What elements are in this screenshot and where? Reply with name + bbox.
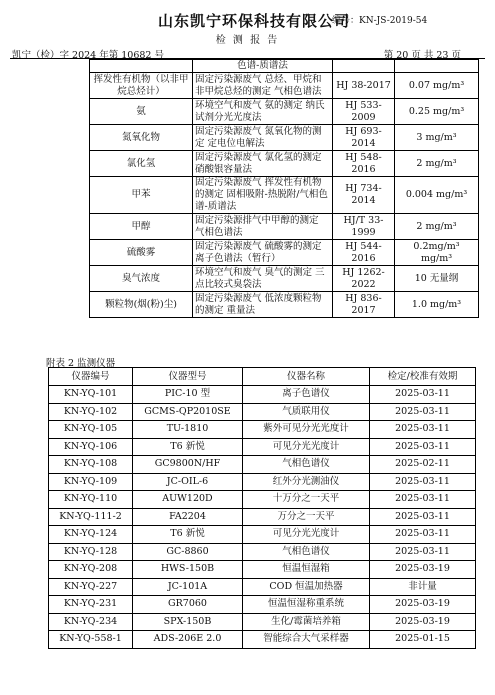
detection-limit-cell: 3 mg/m³ <box>395 125 479 151</box>
instrument-name-cell: 可见分光光度计 <box>243 438 370 456</box>
instrument-model-cell: GCMS-QP2010SE <box>133 403 243 421</box>
header-cell: 检定/校准有效期 <box>370 368 476 386</box>
header-cell: 仪器名称 <box>243 368 370 386</box>
analyte-cell: 氮氧化物 <box>90 125 193 151</box>
method-row <box>90 151 479 177</box>
instrument-row <box>49 491 476 509</box>
method-row <box>90 240 479 266</box>
instrument-id-cell: KN-YQ-128 <box>49 543 133 561</box>
instrument-id-cell: KN-YQ-110 <box>49 491 133 509</box>
standard-cell: HJ 544-2016 <box>333 240 395 266</box>
calibration-date-cell: 2025-01-15 <box>370 631 476 649</box>
instrument-name-cell: 气相色谱仪 <box>243 456 370 474</box>
instrument-row <box>49 421 476 439</box>
method-cell: 固定污染源废气 硫酸雾的测定 离子色谱法（暂行） <box>193 240 333 266</box>
calibration-date-cell: 2025-03-11 <box>370 508 476 526</box>
instrument-id-cell: KN-YQ-124 <box>49 526 133 544</box>
instrument-model-cell: JC-101A <box>133 578 243 596</box>
detection-limit-cell: 10 无量纲 <box>395 266 479 292</box>
instrument-model-cell: FA2204 <box>133 508 243 526</box>
instrument-name-cell: 紫外可见分光光度计 <box>243 421 370 439</box>
instrument-model-cell: HWS-150B <box>133 561 243 579</box>
instrument-row <box>49 403 476 421</box>
instrument-name-cell: 恒温恒湿箱 <box>243 561 370 579</box>
instrument-id-cell: KN-YQ-234 <box>49 613 133 631</box>
method-cell: 固定污染源废气 挥发性有机物的测定 固相吸附-热脱附/气相色谱-质谱法 <box>193 177 333 214</box>
standard-cell: HJ/T 33-1999 <box>333 214 395 240</box>
instrument-row <box>49 456 476 474</box>
instrument-name-cell: 气质联用仪 <box>243 403 370 421</box>
page-info: 第 20 页 共 23 页 <box>383 50 461 61</box>
calibration-date-cell: 2025-03-11 <box>370 491 476 509</box>
method-row <box>90 99 479 125</box>
method-cell: 固定污染源废气 低浓度颗粒物的测定 重量法 <box>193 292 333 318</box>
standard-cell: HJ 836-2017 <box>333 292 395 318</box>
instrument-id-cell: KN-YQ-109 <box>49 473 133 491</box>
instrument-id-cell: KN-YQ-102 <box>49 403 133 421</box>
detection-limit-cell: 0.2mg/m³ mg/m³ <box>395 240 479 266</box>
calibration-date-cell: 2025-03-11 <box>370 386 476 404</box>
instrument-row <box>49 438 476 456</box>
detection-limit-cell: 0.004 mg/m³ <box>395 177 479 214</box>
instrument-id-cell: KN-YQ-105 <box>49 421 133 439</box>
calibration-date-cell: 2025-03-11 <box>370 438 476 456</box>
methods-table <box>89 59 479 318</box>
detection-limit-cell: 2 mg/m³ <box>395 151 479 177</box>
method-row <box>90 266 479 292</box>
standard-cell: HJ 533-2009 <box>333 99 395 125</box>
instrument-table-body <box>49 368 476 649</box>
analyte-cell: 挥发性有机物（以非甲烷总烃计） <box>90 73 193 99</box>
instrument-model-cell: PIC-10 型 <box>133 386 243 404</box>
analyte-cell: 甲苯 <box>90 177 193 214</box>
instrument-model-cell: TU-1810 <box>133 421 243 439</box>
instrument-row <box>49 578 476 596</box>
standard-cell: HJ 1262-2022 <box>333 266 395 292</box>
detection-limit-cell: 0.25 mg/m³ <box>395 99 479 125</box>
instrument-model-cell: GC-8860 <box>133 543 243 561</box>
instrument-name-cell: 可见分光光度计 <box>243 526 370 544</box>
header-cell: 仪器型号 <box>133 368 243 386</box>
analyte-cell: 颗粒物(烟(粉)尘) <box>90 292 193 318</box>
calibration-date-cell: 2025-03-11 <box>370 473 476 491</box>
calibration-date-cell: 2025-03-19 <box>370 561 476 579</box>
calibration-date-cell: 2025-03-19 <box>370 613 476 631</box>
instrument-row <box>49 631 476 649</box>
analyte-cell: 氨 <box>90 99 193 125</box>
instrument-model-cell: T6 新悦 <box>133 526 243 544</box>
instrument-name-cell: 智能综合大气采样器 <box>243 631 370 649</box>
instrument-model-cell: SPX-150B <box>133 613 243 631</box>
document-number: 编号：KN-JS-2019-54 <box>332 16 428 26</box>
detection-limit-cell: 0.07 mg/m³ <box>395 73 479 99</box>
instrument-id-cell: KN-YQ-108 <box>49 456 133 474</box>
instrument-row <box>49 508 476 526</box>
instrument-name-cell: 万分之一天平 <box>243 508 370 526</box>
methods-table-body <box>90 60 479 318</box>
analyte-cell: 臭气浓度 <box>90 266 193 292</box>
instrument-row <box>49 613 476 631</box>
detection-limit-cell: 1.0 mg/m³ <box>395 292 479 318</box>
method-cell: 环境空气和废气 臭气的测定 三点比较式臭袋法 <box>193 266 333 292</box>
instrument-name-cell: 离子色谱仪 <box>243 386 370 404</box>
calibration-date-cell: 2025-03-11 <box>370 403 476 421</box>
instrument-id-cell: KN-YQ-106 <box>49 438 133 456</box>
analyte-cell: 甲醇 <box>90 214 193 240</box>
method-cell: 固定污染源排气中甲醇的测定 气相色谱法 <box>193 214 333 240</box>
instrument-model-cell: AUW120D <box>133 491 243 509</box>
instrument-id-cell: KN-YQ-231 <box>49 596 133 614</box>
analyte-cell: 硫酸雾 <box>90 240 193 266</box>
analyte-cell: 氯化氢 <box>90 151 193 177</box>
header-cell: 仪器编号 <box>49 368 133 386</box>
method-cell: 固定污染源废气 氮氧化物的测定 定电位电解法 <box>193 125 333 151</box>
method-row <box>90 125 479 151</box>
instrument-id-cell: KN-YQ-111-2 <box>49 508 133 526</box>
method-cell: 固定污染源废气 总烃、甲烷和非甲烷总烃的测定 气相色谱法 <box>193 73 333 99</box>
report-subtitle: 检 测 报 告 <box>215 35 280 46</box>
instrument-model-cell: ADS-206E 2.0 <box>133 631 243 649</box>
instrument-name-cell: 恒温恒湿称重系统 <box>243 596 370 614</box>
instrument-model-cell: GC9800N/HF <box>133 456 243 474</box>
method-row <box>90 177 479 214</box>
instrument-id-cell: KN-YQ-101 <box>49 386 133 404</box>
instrument-id-cell: KN-YQ-558-1 <box>49 631 133 649</box>
instrument-model-cell: T6 新悦 <box>133 438 243 456</box>
calibration-date-cell: 2025-03-11 <box>370 526 476 544</box>
continuation-text: 色谱-质谱法 <box>193 60 333 73</box>
instrument-row <box>49 386 476 404</box>
instrument-name-cell: 红外分光测油仪 <box>243 473 370 491</box>
instrument-row <box>49 543 476 561</box>
instrument-row <box>49 596 476 614</box>
calibration-date-cell: 非计量 <box>370 578 476 596</box>
method-cell: 环境空气和废气 氨的测定 纳氏试剂分光光度法 <box>193 99 333 125</box>
instrument-row <box>49 561 476 579</box>
instrument-table-header <box>49 368 476 386</box>
instrument-name-cell: 生化/霉菌培养箱 <box>243 613 370 631</box>
instrument-id-cell: KN-YQ-208 <box>49 561 133 579</box>
standard-cell: HJ 693-2014 <box>333 125 395 151</box>
instrument-name-cell: 气相色谱仪 <box>243 543 370 561</box>
standard-cell: HJ 38-2017 <box>333 73 395 99</box>
detection-limit-cell: 2 mg/m³ <box>395 214 479 240</box>
method-row <box>90 73 479 99</box>
continuation-row <box>90 60 479 73</box>
instrument-name-cell: COD 恒温加热器 <box>243 578 370 596</box>
company-name: 山东凯宁环保科技有限公司 <box>158 12 351 30</box>
method-row <box>90 214 479 240</box>
calibration-date-cell: 2025-02-11 <box>370 456 476 474</box>
instrument-model-cell: JC-OIL-6 <box>133 473 243 491</box>
instrument-row <box>49 526 476 544</box>
report-number: 凯宁（检）字 2024 年第 10682 号 <box>12 50 164 61</box>
appendix-title: 附表 2 监测仪器 <box>46 358 116 369</box>
instrument-name-cell: 十万分之一天平 <box>243 491 370 509</box>
calibration-date-cell: 2025-03-19 <box>370 596 476 614</box>
calibration-date-cell: 2025-03-11 <box>370 421 476 439</box>
standard-cell: HJ 734-2014 <box>333 177 395 214</box>
instrument-model-cell: GR7060 <box>133 596 243 614</box>
method-row <box>90 292 479 318</box>
instrument-id-cell: KN-YQ-227 <box>49 578 133 596</box>
calibration-date-cell: 2025-03-11 <box>370 543 476 561</box>
instrument-row <box>49 473 476 491</box>
standard-cell: HJ 548-2016 <box>333 151 395 177</box>
instrument-table <box>48 367 476 649</box>
method-cell: 固定污染源废气 氯化氢的测定 硝酸银容量法 <box>193 151 333 177</box>
